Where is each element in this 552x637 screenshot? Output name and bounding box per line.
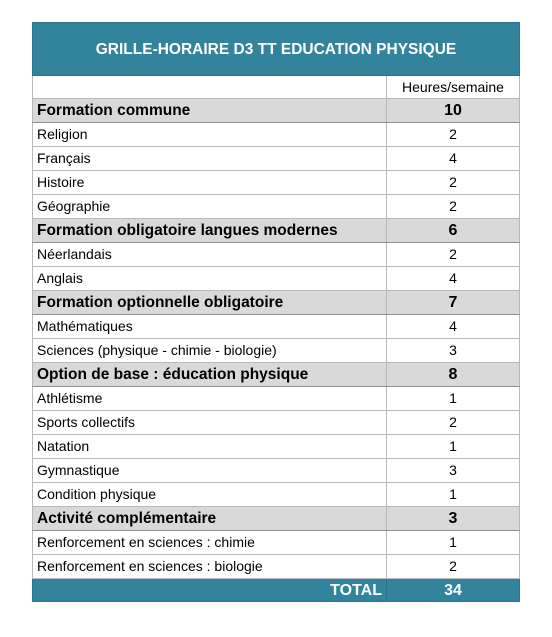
subject-label: Renforcement en sciences : biologie bbox=[33, 555, 387, 579]
subject-hours: 2 bbox=[387, 123, 520, 147]
section-hours: 7 bbox=[387, 291, 520, 315]
section-row bbox=[33, 291, 520, 315]
section-row bbox=[33, 219, 520, 243]
subject-label: Anglais bbox=[33, 267, 387, 291]
subject-hours: 4 bbox=[387, 267, 520, 291]
subject-label: Sciences (physique - chimie - biologie) bbox=[33, 339, 387, 363]
subject-label: Histoire bbox=[33, 171, 387, 195]
table-row bbox=[33, 387, 520, 411]
section-hours: 3 bbox=[387, 507, 520, 531]
subject-hours: 4 bbox=[387, 315, 520, 339]
subject-hours: 2 bbox=[387, 555, 520, 579]
subject-hours: 1 bbox=[387, 387, 520, 411]
subject-label: Condition physique bbox=[33, 483, 387, 507]
total-hours: 34 bbox=[387, 579, 520, 602]
section-label: Activité complémentaire bbox=[33, 507, 387, 531]
table-row bbox=[33, 243, 520, 267]
subject-label: Sports collectifs bbox=[33, 411, 387, 435]
subject-hours: 2 bbox=[387, 171, 520, 195]
total-label: TOTAL bbox=[33, 579, 387, 602]
section-hours: 10 bbox=[387, 99, 520, 123]
section-hours: 6 bbox=[387, 219, 520, 243]
subject-hours: 2 bbox=[387, 243, 520, 267]
table-row bbox=[33, 483, 520, 507]
subject-label: Français bbox=[33, 147, 387, 171]
table-row bbox=[33, 123, 520, 147]
subject-hours: 2 bbox=[387, 195, 520, 219]
table-row bbox=[33, 267, 520, 291]
section-label: Formation optionnelle obligatoire bbox=[33, 291, 387, 315]
title-row bbox=[33, 23, 520, 76]
subject-hours: 3 bbox=[387, 459, 520, 483]
section-label: Option de base : éducation physique bbox=[33, 363, 387, 387]
table-row bbox=[33, 555, 520, 579]
table-row bbox=[33, 339, 520, 363]
section-label: Formation commune bbox=[33, 99, 387, 123]
table-row bbox=[33, 315, 520, 339]
table-row bbox=[33, 411, 520, 435]
column-header-row bbox=[33, 76, 520, 99]
timetable bbox=[32, 22, 520, 602]
subject-label: Religion bbox=[33, 123, 387, 147]
table-title: GRILLE-HORAIRE D3 TT EDUCATION PHYSIQUE bbox=[33, 23, 520, 76]
total-row bbox=[33, 579, 520, 602]
subject-hours: 3 bbox=[387, 339, 520, 363]
section-row bbox=[33, 507, 520, 531]
column-header-hours: Heures/semaine bbox=[387, 76, 520, 99]
table-row bbox=[33, 531, 520, 555]
subject-label: Géographie bbox=[33, 195, 387, 219]
table-row bbox=[33, 147, 520, 171]
subject-hours: 1 bbox=[387, 435, 520, 459]
subject-hours: 4 bbox=[387, 147, 520, 171]
header-blank-cell bbox=[33, 76, 387, 99]
section-row bbox=[33, 363, 520, 387]
subject-label: Natation bbox=[33, 435, 387, 459]
section-label: Formation obligatoire langues modernes bbox=[33, 219, 387, 243]
subject-label: Gymnastique bbox=[33, 459, 387, 483]
section-hours: 8 bbox=[387, 363, 520, 387]
subject-hours: 1 bbox=[387, 483, 520, 507]
subject-hours: 1 bbox=[387, 531, 520, 555]
subject-label: Mathématiques bbox=[33, 315, 387, 339]
subject-label: Renforcement en sciences : chimie bbox=[33, 531, 387, 555]
table-row bbox=[33, 459, 520, 483]
table-row bbox=[33, 435, 520, 459]
table-row bbox=[33, 171, 520, 195]
subject-hours: 2 bbox=[387, 411, 520, 435]
subject-label: Athlétisme bbox=[33, 387, 387, 411]
table-row bbox=[33, 195, 520, 219]
section-row bbox=[33, 99, 520, 123]
subject-label: Néerlandais bbox=[33, 243, 387, 267]
